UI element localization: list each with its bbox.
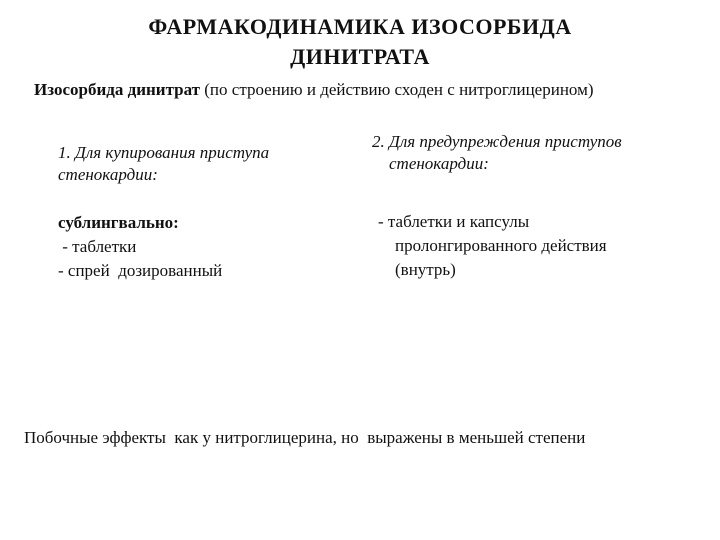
right-heading-line-2: стенокардии: bbox=[372, 154, 489, 173]
list-item: пролонгированного действия bbox=[378, 236, 607, 255]
right-column-heading bbox=[372, 131, 622, 175]
intro-sentence bbox=[34, 80, 714, 100]
right-heading-line-1: 2. Для предупреждения приступов bbox=[372, 132, 622, 151]
side-effects-note: Побочные эффекты как у нитроглицерина, но выражены в меньшей степени bbox=[24, 428, 586, 447]
left-heading-line-2: стенокардии: bbox=[58, 165, 158, 184]
list-item: - таблетки bbox=[58, 237, 137, 256]
list-item: - таблетки и капсулы bbox=[378, 212, 530, 231]
title-line-1: ФАРМАКОДИНАМИКА ИЗОСОРБИДА bbox=[148, 14, 572, 39]
left-route-label: сублингвально: bbox=[58, 213, 179, 232]
left-column-heading bbox=[58, 142, 269, 186]
right-item-list bbox=[378, 210, 607, 282]
intro-description: (по строению и действию сходен с нитроглицерином) bbox=[200, 80, 594, 99]
title-line-2: ДИНИТРАТА bbox=[290, 44, 430, 69]
list-item: - спрей дозированный bbox=[58, 261, 223, 280]
list-item: (внутрь) bbox=[378, 260, 456, 279]
left-heading-line-1: 1. Для купирования приступа bbox=[58, 143, 270, 162]
left-item-list bbox=[58, 235, 222, 283]
intro-drug-name: Изосорбида динитрат bbox=[34, 80, 201, 99]
slide-title bbox=[0, 12, 720, 72]
